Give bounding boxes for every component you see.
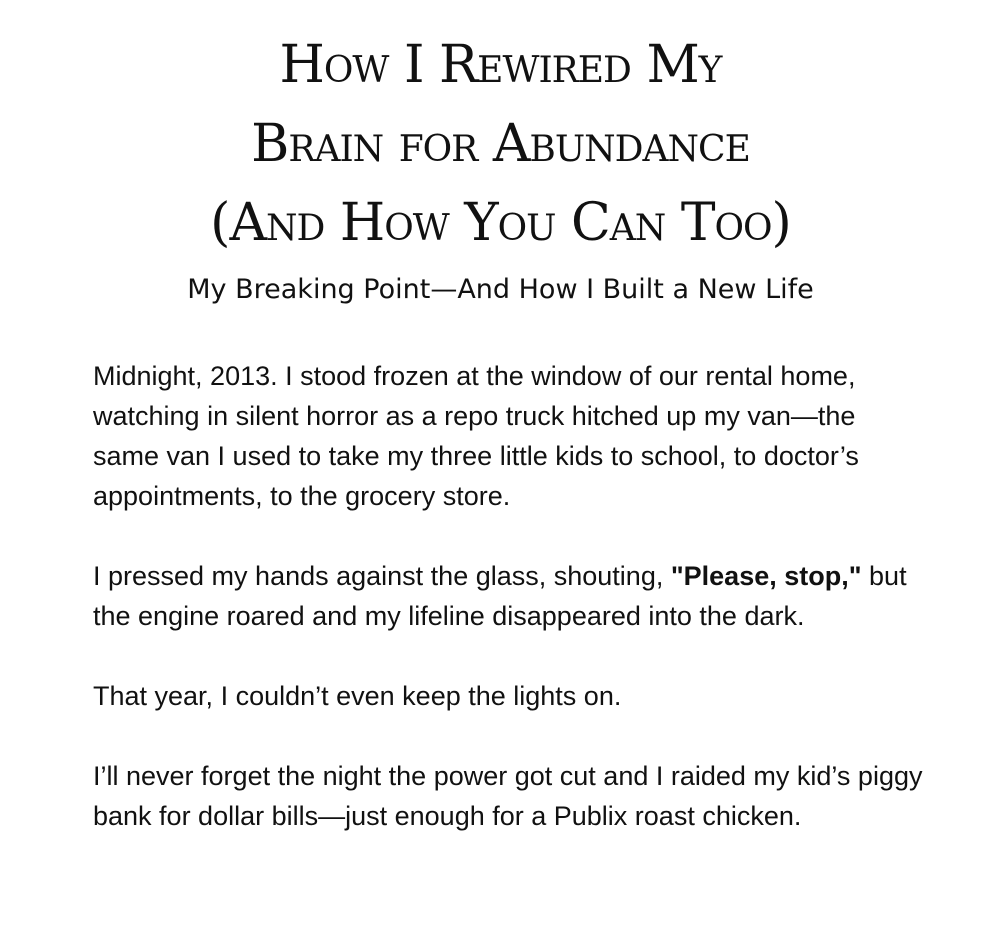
article-body (93, 356, 923, 876)
paragraph-2-text-after: but the engine roared and my lifeline disappeared into the dark. (93, 561, 907, 631)
article-subtitle: My Breaking Point—And How I Built a New Life (187, 274, 814, 305)
paragraph-2 (93, 556, 923, 636)
article-title-line-3: (And How You Can Too) (210, 193, 791, 253)
paragraph-1: Midnight, 2013. I stood frozen at the window of our rental home, watching in silent horror as a repo truck hitched up my van—the same van I used to take my three little kids to school, to doctor’s appointments, to the grocery store. (93, 361, 859, 511)
paragraph-4: I’ll never forget the night the power got cut and I raided my kid’s piggy bank for dollar bills—just enough for a Publix roast chicken. (93, 761, 923, 831)
article-title (0, 26, 1001, 263)
paragraph-3: That year, I couldn’t even keep the lights on. (93, 681, 622, 711)
paragraph-2-text-before: I pressed my hands against the glass, shouting, (93, 561, 671, 591)
article-title-line-1: How I Rewired My (279, 35, 722, 95)
paragraph-2-bold-quote: "Please, stop," (670, 561, 862, 591)
article-title-line-2: Brain for Abundance (251, 114, 750, 174)
